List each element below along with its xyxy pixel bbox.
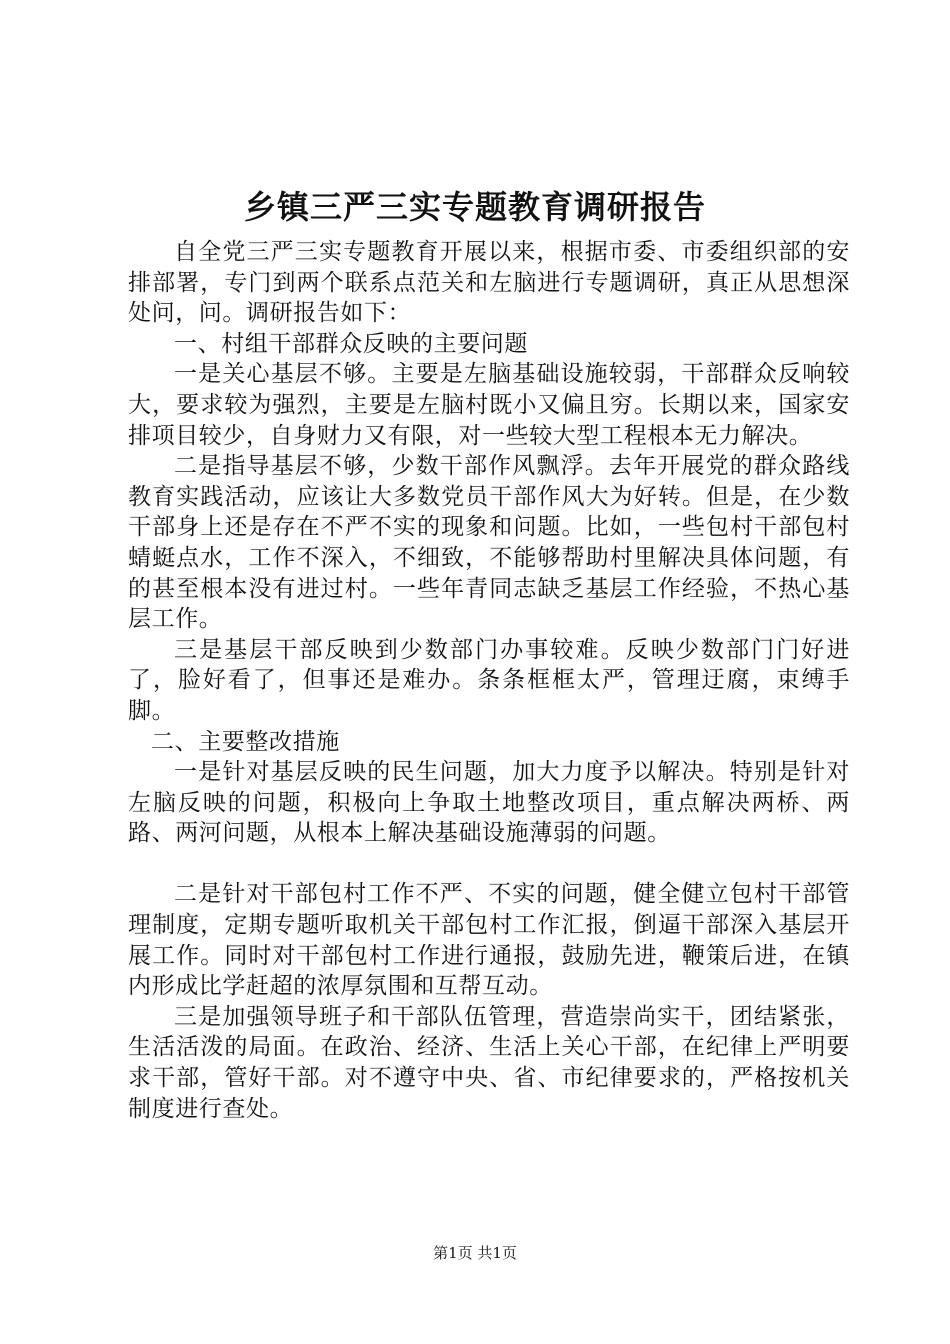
paragraph-measure-3: 三是加强领导班子和干部队伍管理，营造崇尚实干，团结紧张，生活活泼的局面。在政治、经济、生活上关心干部，在纪律上严明要求干部，管好干部。对不遵守中央、省、市纪律要求的，严格按机关制度进行查处。: [128, 1003, 850, 1122]
section-heading-problems: 一、村组干部群众反映的主要问题: [174, 330, 528, 357]
document-title: 乡镇三严三实专题教育调研报告: [243, 188, 706, 226]
section-heading-measures: 二、主要整改措施: [151, 728, 340, 755]
paragraph-intro: 自全党三严三实专题教育开展以来，根据市委、市委组织部的安排部署，专门到两个联系点范关和左脑进行专题调研，真正从思想深处问，问。调研报告如下：: [128, 239, 850, 327]
page-footer: 第1页 共1页: [433, 1244, 517, 1262]
paragraph-measure-1: 一是针对基层反映的民生问题，加大力度予以解决。特别是针对左脑反映的问题，积极向上争取土地整改项目，重点解决两桥、两路、两河问题，从根本上解决基础设施薄弱的问题。: [128, 759, 850, 847]
paragraph-measure-2: 二是针对干部包村工作不严、不实的问题，健全健立包村干部管理制度，定期专题听取机关干部包村工作汇报，倒逼干部深入基层开展工作。同时对干部包村工作进行通报，鼓励先进，鞭策后进，在镇内形成比学赶超的浓厚氛围和互帮互动。: [128, 881, 850, 1000]
paragraph-spacer: [128, 849, 850, 880]
paragraph-problem-2: 二是指导基层不够，少数干部作风飘浮。去年开展党的群众路线教育实践活动，应该让大多数党员干部作风大为好转。但是，在少数干部身上还是存在不严不实的现象和问题。比如，一些包村干部包村蜻蜓点水，工作不深入，不细致，不能够帮助村里解决具体问题，有的甚至根本没有进过村。一些年青同志缺乏基层工作经验，不热心基层工作。: [128, 453, 850, 633]
document-body: [128, 237, 850, 1124]
paragraph-problem-3: 三是基层干部反映到少数部门办事较难。反映少数部门门好进了，脸好看了，但事还是难办。条条框框太严，管理迂腐，束缚手脚。: [128, 636, 850, 724]
paragraph-problem-1: 一是关心基层不够。主要是左脑基础设施较弱，干部群众反响较大，要求较为强烈，主要是左脑村既小又偏且穷。长期以来，国家安排项目较少，自身财力又有限，对一些较大型工程根本无力解决。: [128, 361, 850, 449]
